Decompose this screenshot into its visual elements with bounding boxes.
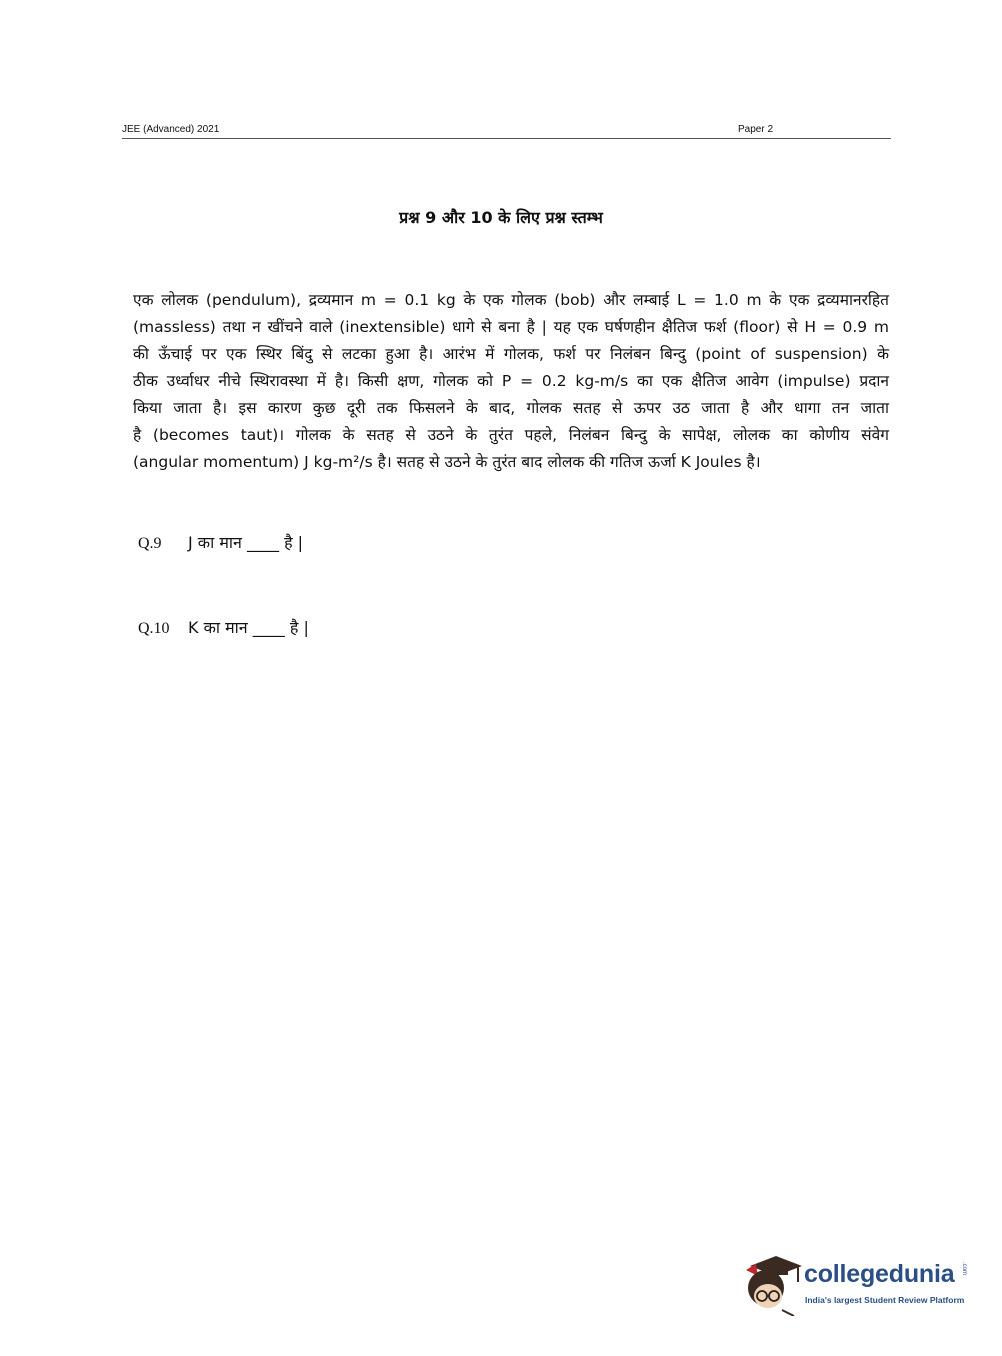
brand-tagline: India's largest Student Review Platform xyxy=(805,1295,965,1305)
question-text: K का मान ____ है | xyxy=(188,618,309,637)
paragraph-line: ठीक उर्ध्वाधर नीचे स्थिरावस्था में है। किसी क्षण, गोलक को P = 0.2 kg-m/s का एक क्षैतिज आवेग (impulse) प्रदान xyxy=(133,372,889,390)
paragraph-line: की ऊँचाई पर एक स्थिर बिंदु से लटका हुआ है। आरंभ में गोलक, फर्श पर निलंबन बिन्दु (point of suspension) के xyxy=(133,345,889,363)
mascot-icon xyxy=(742,1252,802,1316)
brand-domain: .com xyxy=(961,1262,967,1276)
question-9 xyxy=(138,531,303,553)
question-number: Q.9 xyxy=(138,535,162,552)
question-paragraph xyxy=(133,287,889,476)
paper-number: Paper 2 xyxy=(738,124,774,135)
paragraph-line: (massless) तथा न खींचने वाले (inextensible) धागे से बना है | यह एक घर्षणहीन क्षैतिज फर्श (floor) से H = 0.9 m xyxy=(133,318,889,336)
question-10 xyxy=(138,616,309,638)
question-text: J का मान ____ है | xyxy=(188,533,304,552)
paragraph-line: है (becomes taut)। गोलक के सतह से उठने के तुरंत पहले, निलंबन बिन्दु के सापेक्ष, लोलक का कोणीय संवेग xyxy=(133,426,889,444)
section-heading: प्रश्न 9 और 10 के लिए प्रश्न स्तम्भ xyxy=(399,208,603,227)
exam-name: JEE (Advanced) 2021 xyxy=(122,124,220,135)
page-header xyxy=(122,122,891,139)
paragraph-line: किया जाता है। इस कारण कुछ दूरी तक फिसलने के बाद, गोलक सतह से ऊपर उठ जाता है और धागा तन जाता xyxy=(133,399,889,417)
paragraph-line: (angular momentum) J kg-m²/s है। सतह से उठने के तुरंत बाद लोलक की गतिज ऊर्जा K Joules है। xyxy=(133,453,761,471)
collegedunia-logo xyxy=(742,1252,972,1316)
brand-name: collegedunia xyxy=(804,1260,955,1288)
paragraph-line: एक लोलक (pendulum), द्रव्यमान m = 0.1 kg के एक गोलक (bob) और लम्बाई L = 1.0 m के एक द्रव्यमानरहित xyxy=(133,291,889,309)
question-number: Q.10 xyxy=(138,620,170,637)
